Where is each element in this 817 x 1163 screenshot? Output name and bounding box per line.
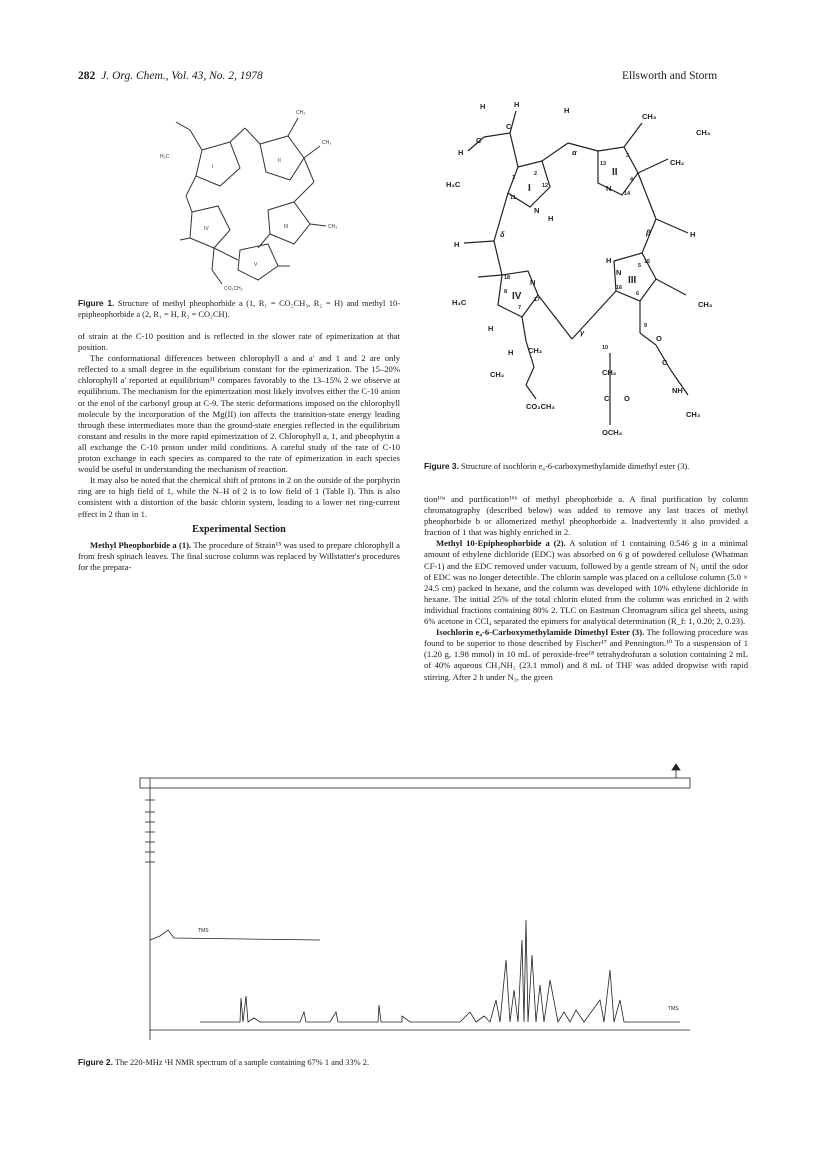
fig1-group-label: CO₂CH₃ bbox=[224, 286, 243, 292]
fig3-position: 11 bbox=[510, 195, 516, 201]
fig3-atom: CH₃ bbox=[642, 112, 657, 121]
fig3-atom: C bbox=[604, 394, 610, 403]
fig3-position: 8 bbox=[504, 289, 508, 295]
paragraph bbox=[78, 540, 400, 573]
paragraph bbox=[424, 627, 748, 682]
fig3-atom: O bbox=[624, 394, 630, 403]
fig3-position: 2 bbox=[534, 171, 538, 177]
figure1-caption-text: Structure of methyl pheophorbide a (1, R₁ = CO₂CH₃, R₂ = H) and methyl 10-epipheophorbide a (2, R₁ = H, R₂ = CO₂CH). bbox=[78, 299, 401, 319]
fig3-position: 4 bbox=[630, 177, 634, 183]
fig1-ring-label: V bbox=[254, 262, 258, 268]
right-column bbox=[424, 494, 748, 683]
fig3-position: 13 bbox=[600, 161, 607, 167]
section-heading: Experimental Section bbox=[192, 523, 286, 535]
fig3-position: 7 bbox=[518, 305, 522, 311]
fig3-atom: CH₂ bbox=[490, 370, 505, 379]
journal-citation: J. Org. Chem., Vol. 43, No. 2, 1978 bbox=[101, 70, 263, 82]
fig3-atom: C bbox=[506, 122, 512, 131]
figure2-nmr-spectrum bbox=[140, 760, 700, 1050]
fig3-position: 17 bbox=[534, 297, 541, 303]
fig3-atom: H bbox=[458, 148, 464, 157]
figure2-caption-text: The 220-MHz ¹H NMR spectrum of a sample containing 67% 1 and 33% 2. bbox=[114, 1058, 370, 1067]
fig1-ring-label: II bbox=[278, 158, 281, 164]
tms-label-inset: TMS bbox=[198, 928, 209, 934]
fig3-atom: CH₂ bbox=[602, 368, 617, 377]
paragraph bbox=[424, 538, 748, 627]
fig3-atom: H₃C bbox=[446, 180, 461, 189]
fig1-ring-label: I bbox=[212, 164, 214, 170]
fig3-ring-label: II bbox=[612, 167, 618, 178]
fig1-group-label: CH₃ bbox=[296, 110, 306, 116]
fig3-ring-label: IV bbox=[512, 291, 522, 302]
fig3-position: 12 bbox=[542, 183, 549, 189]
fig3-greek: γ bbox=[580, 328, 585, 337]
figure1-structure bbox=[150, 100, 350, 300]
fig3-atom: N bbox=[616, 268, 622, 277]
paragraph-text: A solution of 1 containing 0.546 g in a minimal amount of ethylene dichloride (EDC) was absorbed on 6 g of powdered cellulose (Whatman CF-1) and the EDC removed under vacuum, followed by a gentle stream of N₂ until the odor of EDC was no longer detectible. The chlorin sample was placed on a cellulose column (5.0 × 24.5 cm) packed in hexane, and the column was developed with 10% ethylene dichloride in hexane. The initial 25% of the total chlorin eluted from the column was enriched in 2 with individual fractions containing 80% 2. TLC on Eastman Chromagram silica gel sheets, using 6% acetone in CCl₄ separated the epimers for analytical determination (R_f: 1, 0.20; 2, 0.23). bbox=[424, 538, 748, 627]
fig3-atom: H bbox=[454, 240, 460, 249]
fig3-ring-label: I bbox=[528, 183, 531, 194]
fig3-position: 6 bbox=[636, 291, 640, 297]
page-number: 282 bbox=[78, 70, 96, 82]
figure3-caption bbox=[424, 461, 748, 473]
paragraph-text: The following procedure was found to be superior to those described by Fischer¹⁷ and Pennington.¹⁰ To a suspension of 1 (1.20 g, 1.98 mmol) in 10 mL of peroxide-free¹⁸ tetrahydrofuran a solution containing 2 mL of 40% aqueous CH₃NH₂ (23.1 mmol) and 8 mL of THF was added dropwise with rapid stirring. After 2 h under N₂, the green bbox=[424, 627, 748, 682]
fig3-position: 1 bbox=[512, 175, 516, 181]
paragraph-runin-heading: Methyl Pheophorbide a (1). bbox=[90, 539, 192, 550]
tms-label-main: TMS bbox=[668, 1006, 679, 1012]
fig3-atom: N bbox=[530, 278, 536, 287]
fig3-position: 15 bbox=[644, 259, 651, 265]
figure3-structure bbox=[430, 95, 730, 445]
running-header-authors: Ellsworth and Storm bbox=[622, 70, 718, 82]
fig3-atom: CH₃ bbox=[686, 410, 701, 419]
figure1-caption bbox=[78, 298, 400, 320]
fig3-position: 14 bbox=[624, 191, 631, 197]
fig3-atom: N bbox=[534, 206, 540, 215]
fig3-atom: H₃C bbox=[452, 298, 467, 307]
figure3-caption-label: Figure 3. bbox=[424, 461, 459, 471]
paragraph-runin-heading: Isochlorin e₄-6-Carboxymethylamide Dimethyl Ester (3). bbox=[436, 627, 645, 638]
fig3-position: 3 bbox=[626, 153, 630, 159]
fig3-atom: H bbox=[548, 214, 554, 223]
paragraph-runin-heading: Methyl 10-Epipheophorbide a (2). bbox=[436, 538, 566, 549]
fig3-atom: H bbox=[514, 100, 520, 109]
fig1-group-label: H₃C bbox=[160, 154, 170, 160]
fig3-atom: NH bbox=[672, 386, 683, 395]
paragraph: of strain at the C-10 position and is reflected in the slower rate of epimerization at that position. bbox=[78, 331, 400, 353]
fig3-atom: C bbox=[662, 358, 668, 367]
fig3-atom: CH₃ bbox=[698, 300, 713, 309]
fig3-atom: H bbox=[606, 256, 612, 265]
fig3-greek: α bbox=[572, 148, 577, 157]
fig1-group-label: CH₃ bbox=[322, 140, 332, 146]
figure2-caption bbox=[78, 1057, 718, 1069]
figure2-caption-label: Figure 2. bbox=[78, 1057, 113, 1067]
fig3-atom: N bbox=[606, 184, 612, 193]
fig3-atom: CH₂ bbox=[528, 346, 543, 355]
fig3-greek: β bbox=[646, 228, 651, 237]
fig3-greek: δ bbox=[500, 230, 505, 239]
fig3-atom: H bbox=[488, 324, 494, 333]
left-column bbox=[78, 331, 400, 573]
fig3-atom: CO₂CH₃ bbox=[526, 402, 555, 411]
fig3-ring-label: III bbox=[628, 275, 637, 286]
figure3-caption-text: Structure of isochlorin e₄-6-carboxymethylamide dimethyl ester (3). bbox=[461, 462, 690, 471]
running-header-left bbox=[78, 70, 263, 82]
fig3-atom: H bbox=[564, 106, 570, 115]
fig3-atom: H bbox=[480, 102, 486, 111]
fig3-atom: C bbox=[476, 136, 482, 145]
fig3-position: 5 bbox=[638, 263, 642, 269]
figure1-caption-label: Figure 1. bbox=[78, 298, 115, 308]
fig3-position: 18 bbox=[504, 275, 511, 281]
fig3-atom: CH₂ bbox=[670, 158, 685, 167]
paragraph: The conformational differences between chlorophyll a and a′ and 1 and 2 are only reflected to a small degree in the equilibrium constant for the epimerization. The 15–20% chlorophyll a′ reported at equilibrium¹¹ compares favorably to the 13–15% 2 we observe at equilibrium. The mechanism for the epimerization most likely involves either the C-10 anion or the enol of the carbonyl group at C-9. The steric deformations imposed on the chlorophyll molecule by the incorporation of the Mg(II) ion affects the transition-state energy leading through these intermediates more than the ground-state energies reflected in the equilibrium constant and results in the more rapid epimerization of 2. Chlorophyll a, 1, and pheophytin a all exchange the C-10 proton under mild conditions. A careful study of the rate of C-10 proton exchange in each species as compared to the rate of epimerization in each species would be useful in understanding the mechanism of reaction. bbox=[78, 353, 400, 475]
fig3-position: 16 bbox=[616, 285, 623, 291]
paragraph: tion¹⁶ᵃ and purification¹⁶ᵇ of methyl pheophorbide a. A final purification by column chromatography (described below) was added to remove any last traces of methyl pheophorbide b or allomerized methyl pheophorbide a. Inadvertently it also provided a fraction of 1 that was highly enriched in 2. bbox=[424, 494, 748, 538]
fig1-group-label: CH₃ bbox=[328, 224, 338, 230]
paragraph: It may also be noted that the chemical shift of protons in 2 on the outside of the porphyrin ring are to high field of 1, while the N–H of 2 is to low field of 1 (Table I). This is also consistent with a distortion of the basic chlorin system, leading to a lower net ring-current effect in 2 than in 1. bbox=[78, 475, 400, 519]
fig3-atom: CH₃ bbox=[696, 128, 711, 137]
fig3-atom: H bbox=[508, 348, 514, 357]
fig3-atom: OCH₃ bbox=[602, 428, 623, 437]
fig3-atom: H bbox=[690, 230, 696, 239]
fig3-atom: O bbox=[656, 334, 662, 343]
fig1-ring-label: III bbox=[284, 224, 289, 230]
paragraph-text: The procedure of Strain¹⁵ was used to prepare chlorophyll a from fresh spinach leaves. The final sucrose column was replaced by Willstatter's procedures for the prepara- bbox=[78, 539, 401, 572]
fig1-ring-label: IV bbox=[204, 226, 209, 232]
fig3-position: 9 bbox=[644, 323, 648, 329]
fig3-position: 10 bbox=[602, 345, 609, 351]
